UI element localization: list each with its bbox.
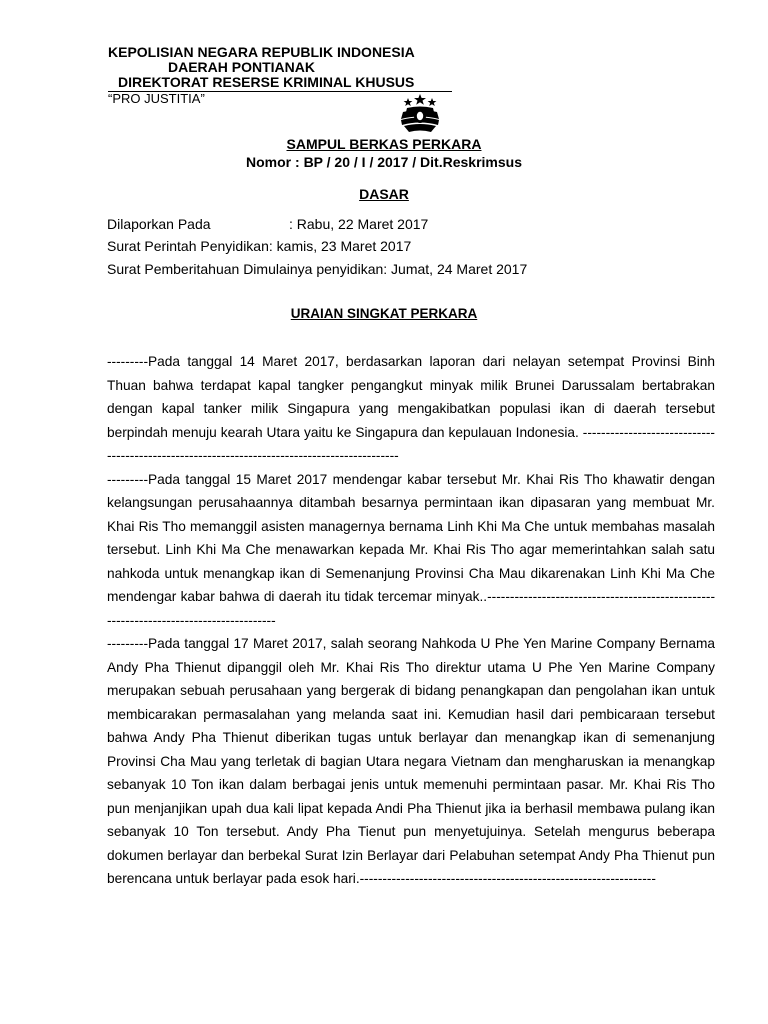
dasar-heading: DASAR (359, 186, 409, 202)
header-directorate: DIREKTORAT RESERSE KRIMINAL KHUSUS (118, 74, 415, 90)
dasar-row-spdp (107, 261, 527, 277)
dasar-value: : Jumat, 24 Maret 2017 (383, 261, 528, 277)
document-title: SAMPUL BERKAS PERKARA (286, 136, 482, 152)
document-number: Nomor : BP / 20 / I / 2017 / Dit.Reskrimsus (246, 154, 522, 170)
header-institution: KEPOLISIAN NEGARA REPUBLIK INDONESIA (108, 44, 415, 60)
dasar-row-dilaporkan (107, 216, 428, 232)
dasar-value: : Rabu, 22 Maret 2017 (289, 216, 429, 232)
dasar-row-sprindik (107, 238, 411, 254)
header-region: DAERAH PONTIANAK (168, 59, 315, 75)
uraian-body (107, 350, 715, 891)
dasar-label: Surat Perintah Penyidikan (107, 238, 269, 254)
dasar-value: : kamis, 23 Maret 2017 (268, 238, 412, 254)
uraian-paragraph: ---------Pada tanggal 15 Maret 2017 mendengar kabar tersebut Mr. Khai Ris Tho khawatir dengan kelangsungan perusahaannya ditambah besarnya permintaan ikan dipasaran yang membuat Mr. Khai Ris Tho memanggil asisten managernya bernama Linh Khi Ma Che untuk membahas masalah tersebut. Linh Khi Ma Che menawarkan kepada Mr. Khai Ris Tho agar memerintahkan salah satu nahkoda untuk menangkap ikan di Semenanjung Provinsi Cha Mau dikarenakan Linh Khi Ma Che mendengar kabar bahwa di daerah itu tidak tercemar minyak..--------------------------------------------------------------------------------------- (107, 471, 715, 628)
header-pro-justitia: “PRO JUSTITIA” (108, 91, 205, 106)
uraian-heading: URAIAN SINGKAT PERKARA (290, 306, 478, 321)
uraian-paragraph: ---------Pada tanggal 17 Maret 2017, salah seorang Nahkoda U Phe Yen Marine Company Bernama Andy Pha Thienut dipanggil oleh Mr. Khai Ris Tho direktur utama U Phe Yen Marine Company merupakan sebuah perusahaan yang bergerak di bidang penangkapan dan pengolahan ikan untuk membicarakan permasalahan yang melanda saat ini. Kemudian hasil dari pembicaraan tersebut bahwa Andy Pha Thienut diberikan tugas untuk berlayar dan menangkap ikan di semenanjung Provinsi Cha Mau yang terletak di bagian Utara negara Vietnam dan mengharuskan ia menangkap sebanyak 10 Ton ikan dalam berbagai jenis untuk memenuhi permintaan pasar. Mr. Khai Ris Tho pun menjanjikan upah dua kali lipat kepada Andi Pha Thienut jika ia berhasil membawa pulang ikan sebanyak 10 Ton tersebut. Andy Pha Tienut pun menyetujuinya. Setelah mengurus beberapa dokumen berlayar dan berbekal Surat Izin Berlayar dari Pelabuhan setempat Andy Pha Thienut pun berencana untuk berlayar pada esok hari.----------------------------------------------------------------- (107, 636, 715, 886)
police-emblem-icon (393, 92, 447, 134)
dasar-label: Dilaporkan Pada (107, 216, 211, 232)
dasar-label: Surat Pemberitahuan Dimulainya penyidikan (107, 261, 384, 277)
uraian-paragraph: ---------Pada tanggal 14 Maret 2017, berdasarkan laporan dari nelayan setempat Provinsi Binh Thuan bahwa terdapat kapal tangker pengangkut minyak milik Brunei Darussalam bertabrakan dengan kapal tanker milik Singapura yang mengakibatkan populasi ikan di daerah tersebut berpindah menuju kearah Utara yaitu ke Singapura dan kepulauan Indonesia. --------------------------------------------------------------------------------------------- (107, 354, 715, 463)
